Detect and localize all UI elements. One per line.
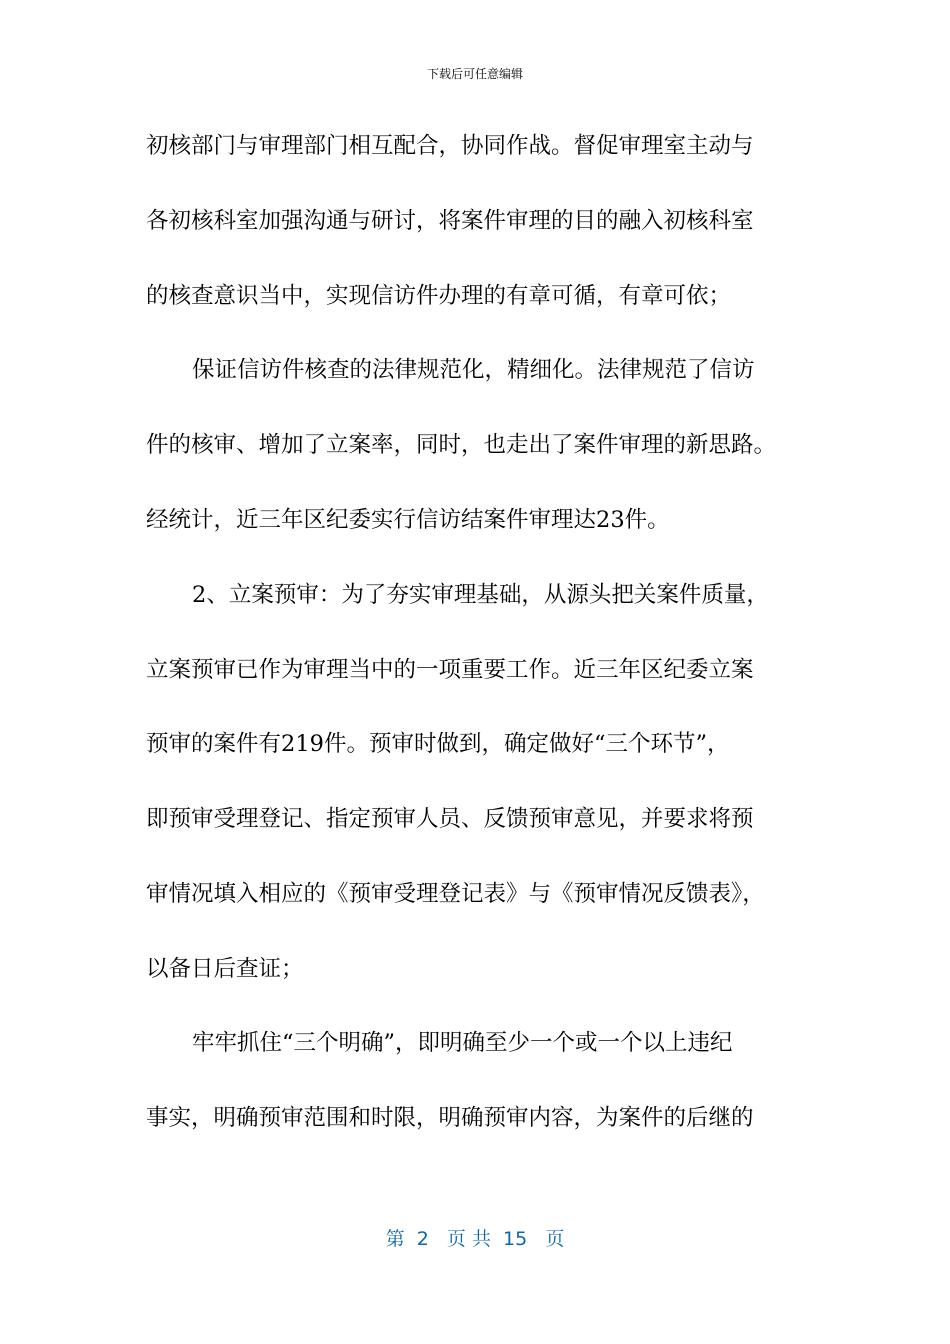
page-number-footer: 第 2 页 共 15 页 [385, 1228, 565, 1250]
body-line: 保证信访件核查的法律规范化，精细化。法律规范了信访 [192, 357, 755, 383]
page-header-note: 下载后可任意编辑 [426, 67, 523, 81]
body-line: 以备日后查证； [146, 956, 304, 982]
body-line: 事实，明确预审范围和时限，明确预审内容，为案件的后继的 [146, 1105, 754, 1131]
body-line: 2、立案预审：为了夯实审理基础，从源头把关案件质量， [192, 582, 769, 608]
body-line: 各初核科室加强沟通与研讨，将案件审理的目的融入初核科室 [146, 208, 754, 234]
body-line: 立案预审已作为审理当中的一项重要工作。近三年区纪委立案 [146, 657, 754, 683]
body-line: 审情况填入相应的《预审受理登记表》与《预审情况反馈表》， [146, 881, 765, 907]
body-line: 即预审受理登记、指定预审人员、反馈预审意见，并要求将预 [146, 806, 754, 832]
body-line: 牢牢抓住“三个明确”，即明确至少一个或一个以上违纪 [192, 1030, 733, 1056]
body-line: 预审的案件有219件。预审时做到，确定做好“三个环节”， [146, 731, 730, 757]
body-line: 经统计，近三年区纪委实行信访结案件审理达23件。 [146, 507, 670, 533]
body-line: 的核查意识当中，实现信访件办理的有章可循，有章可依； [146, 283, 732, 309]
body-line: 件的核审、增加了立案率，同时，也走出了案件审理的新思路。 [146, 432, 777, 458]
body-line: 初核部门与审理部门相互配合，协同作战。督促审理室主动与 [146, 133, 754, 159]
